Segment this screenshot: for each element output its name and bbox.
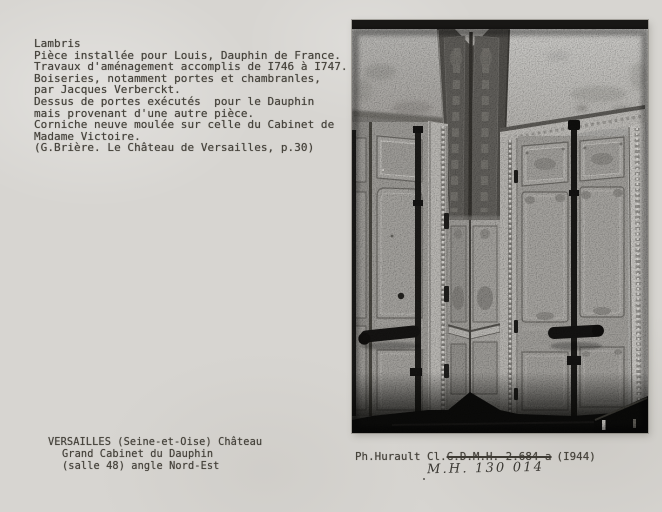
caption-line: Lambris: [34, 37, 81, 50]
caption-line: Pièce installée pour Louis, Dauphin de France.: [34, 48, 341, 62]
caption-line: Madame Victoire.: [34, 129, 141, 143]
caption-line: par Jacques Verberckt.: [34, 83, 181, 97]
pencil-dot: [423, 478, 425, 480]
typewritten-caption: [34, 38, 348, 154]
struck-reference: G.D.M.H. 2.684 a: [446, 450, 552, 463]
caption-line: Boiseries, notamment portes et chambranles,: [34, 71, 321, 85]
photo-canvas: [352, 20, 648, 433]
location-line-angle: (salle 48) angle Nord-Est: [62, 460, 220, 472]
handwritten-reference: M.H. 130 014: [426, 459, 545, 478]
photo-top-band: [352, 20, 648, 29]
photograph: [352, 20, 648, 433]
location-line-title: VERSAILLES (Seine-et-Oise) Château: [48, 436, 263, 448]
location-block: [48, 436, 262, 472]
photo-grain: [352, 29, 648, 433]
caption-line: Dessus de portes exécutés pour le Dauphin: [34, 94, 315, 108]
caption-line: (G.Brière. Le Château de Versailles, p.30): [34, 141, 315, 155]
caption-line: mais provenant d'une autre pièce.: [34, 106, 255, 120]
location-line-room: Grand Cabinet du Dauphin: [62, 448, 214, 460]
caption-line: Corniche neuve moulée sur celle du Cabinet de: [34, 118, 335, 132]
caption-line: Travaux d'aménagement accomplis de I746 à I747.: [34, 60, 348, 74]
credit-year: (I944): [556, 450, 596, 463]
photographer-credit: Ph.Hurault Cl.: [355, 450, 447, 463]
